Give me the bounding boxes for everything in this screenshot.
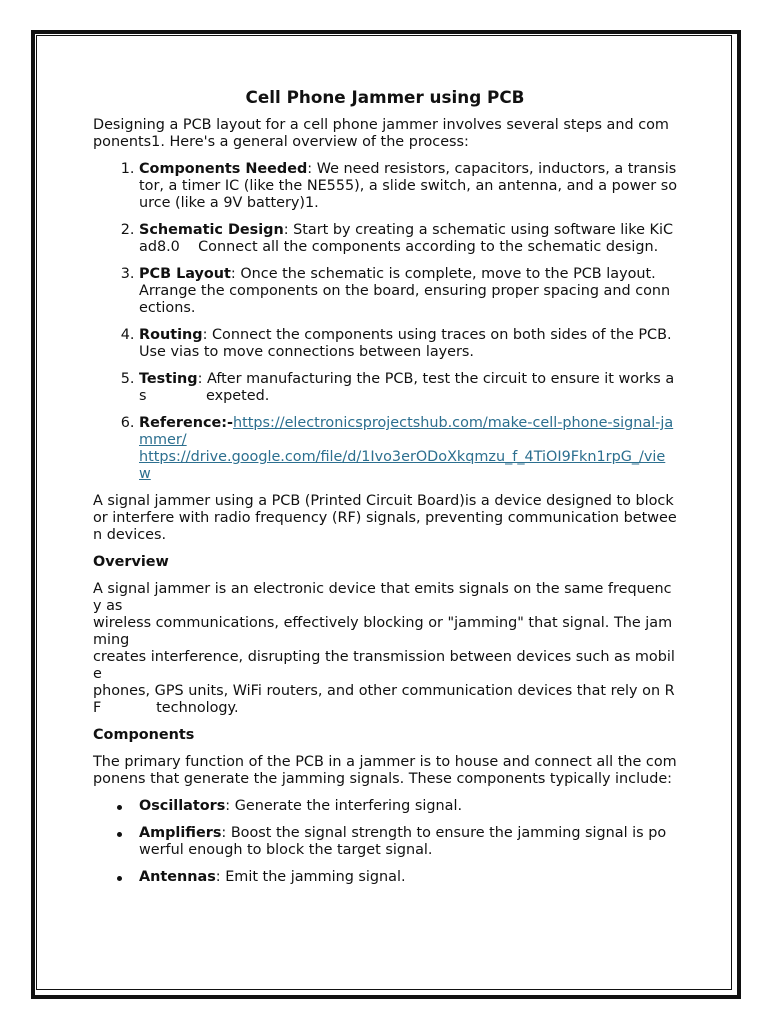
step-term: Routing bbox=[139, 327, 203, 343]
definition-paragraph: A signal jammer using a PCB (Printed Circuit Board)is a device designed to block or interfere with radio frequency (RF) signals, preventing communication between devices. bbox=[93, 493, 677, 543]
overview-paragraph bbox=[93, 581, 677, 717]
document-body bbox=[93, 86, 695, 896]
step-text: : Once the schematic is complete, move to the PCB layout. bbox=[230, 266, 656, 282]
component-item-amplifiers bbox=[139, 825, 677, 859]
reference-link-google-drive[interactable]: https://drive.google.com/file/d/1Ivo3erODoXkqmzu_f_4TiOI9Fkn1rpG_/view bbox=[139, 449, 666, 482]
component-term: Antennas bbox=[139, 869, 216, 885]
components-paragraph: The primary function of the PCB in a jammer is to house and connect all the componens that generate the jamming signals. These components typically include: bbox=[93, 754, 677, 787]
overview-line: A signal jammer is an electronic device that emits signals on the same frequency as bbox=[93, 581, 672, 614]
step-text: : We need resistors, capacitors, inductors, a transistor, a timer IC (like the NE555), a slide switch, an antenna, and a power source (like a 9V battery)1. bbox=[139, 161, 678, 211]
step-text-continued: Arrange the components on the board, ensuring proper spacing and connections. bbox=[139, 283, 671, 316]
component-term: Oscillators bbox=[139, 798, 226, 814]
component-term: Amplifiers bbox=[139, 825, 222, 841]
step-schematic-design bbox=[139, 222, 677, 256]
process-steps-list bbox=[93, 161, 695, 483]
step-term: Components Needed bbox=[139, 161, 308, 177]
step-testing bbox=[139, 371, 677, 405]
step-text: : After manufacturing the PCB, test the circuit to ensure it works as expeted. bbox=[139, 371, 675, 404]
step-text: : Start by creating a schematic using software like KiCad8.0 Connect all the components according to the schematic design. bbox=[139, 222, 674, 255]
intro-paragraph: Designing a PCB layout for a cell phone jammer involves several steps and components1. Here's a general overview of the process: bbox=[93, 117, 669, 150]
step-term: Testing bbox=[139, 371, 198, 387]
overview-line: wireless communications, effectively blocking or "jamming" that signal. The jamming bbox=[93, 615, 673, 648]
reference-term: Reference:- bbox=[139, 415, 233, 431]
component-text: : Boost the signal strength to ensure the jamming signal is powerful enough to block the target signal. bbox=[139, 825, 667, 858]
component-item-oscillators bbox=[139, 798, 677, 815]
step-term: Schematic Design bbox=[139, 222, 284, 238]
component-text: : Emit the jamming signal. bbox=[215, 869, 406, 885]
step-reference bbox=[139, 415, 677, 483]
step-term: PCB Layout bbox=[139, 266, 231, 282]
step-components-needed bbox=[139, 161, 677, 212]
overview-line: creates interference, disrupting the transmission between devices such as mobile bbox=[93, 649, 675, 682]
document-title: Cell Phone Jammer using PCB bbox=[245, 87, 525, 107]
step-pcb-layout bbox=[139, 266, 677, 317]
components-heading: Components bbox=[93, 727, 195, 743]
overview-line: phones, GPS units, WiFi routers, and other communication devices that rely on RF technology. bbox=[93, 683, 675, 716]
overview-heading: Overview bbox=[93, 554, 169, 570]
components-list bbox=[93, 798, 677, 886]
component-text: : Generate the interfering signal. bbox=[225, 798, 463, 814]
component-item-antennas bbox=[139, 869, 677, 886]
step-routing bbox=[139, 327, 695, 361]
step-text: : Connect the components using traces on both sides of the PCB. Use vias to move connections between layers. bbox=[139, 327, 695, 360]
reference-link-electronicsprojectshub[interactable]: https://electronicsprojectshub.com/make-cell-phone-signal-jammer/ bbox=[139, 415, 674, 448]
